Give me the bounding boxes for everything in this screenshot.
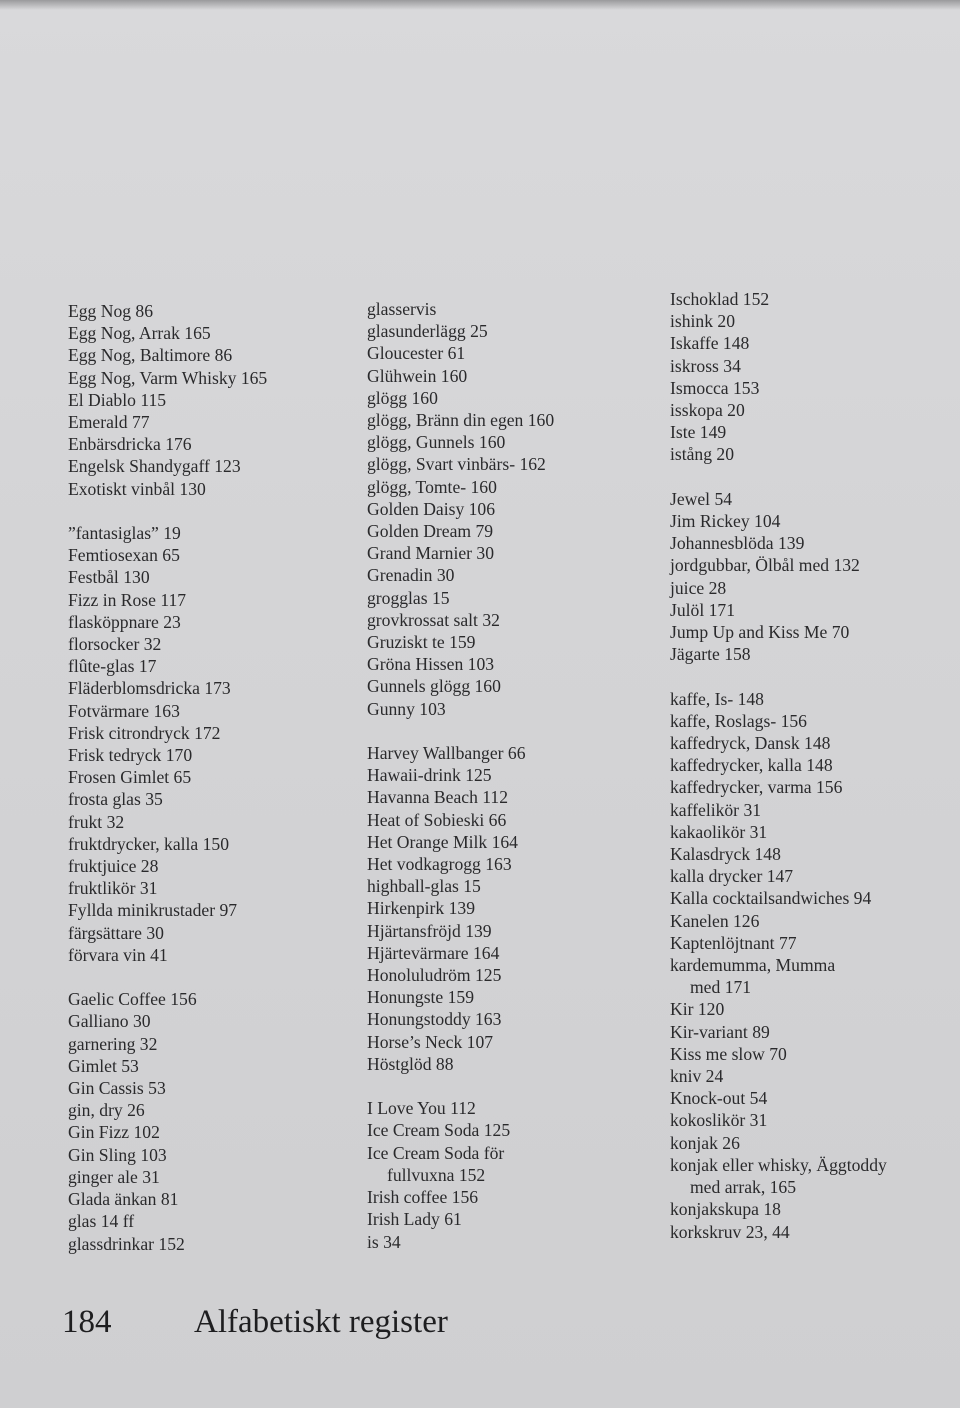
index-entry: Irish Lady 61 — [367, 1209, 462, 1230]
index-entry: Kalla cocktailsandwiches 94 — [670, 888, 872, 909]
index-entry: frukt 32 — [68, 811, 125, 832]
index-entry: Egg Nog, Arrak 165 — [68, 323, 211, 344]
index-entry: korkskruv 23, 44 — [670, 1221, 790, 1242]
index-entry: fullvuxna 152 — [387, 1164, 486, 1185]
index-entry: Jump Up and Kiss Me 70 — [670, 622, 850, 643]
index-entry: Jim Rickey 104 — [670, 511, 781, 532]
index-entry: Harvey Wallbanger 66 — [367, 743, 526, 764]
index-entry: Havanna Beach 112 — [367, 787, 509, 808]
index-column-3 — [670, 288, 955, 1243]
index-entry: kokoslikör 31 — [670, 1110, 768, 1131]
index-entry: Hjärtevärmare 164 — [367, 942, 500, 963]
index-entry: Fläderblomsdricka 173 — [68, 678, 231, 699]
index-entry: Horse’s Neck 107 — [367, 1031, 494, 1052]
section-gap — [367, 720, 657, 742]
index-entry: kaffe, Is- 148 — [670, 688, 764, 709]
section-gap — [670, 665, 955, 687]
index-entry: Kir 120 — [670, 999, 725, 1020]
index-entry: glögg, Svart vinbärs- 162 — [367, 454, 546, 475]
index-entry: Gin Cassis 53 — [68, 1078, 166, 1099]
index-entry: Glada änkan 81 — [68, 1189, 179, 1210]
index-entry: Honoluludröm 125 — [367, 965, 502, 986]
index-entry: Kanelen 126 — [670, 910, 760, 931]
index-entry: glögg 160 — [367, 387, 438, 408]
index-entry: glassdrinkar 152 — [68, 1233, 185, 1254]
index-entry: flûte-glas 17 — [68, 656, 157, 677]
index-entry: Fizz in Rose 117 — [68, 589, 187, 610]
section-gap — [367, 1075, 657, 1097]
page-number: 184 — [62, 1304, 112, 1340]
index-entry: juice 28 — [670, 577, 727, 598]
page-top-edge-shadow — [0, 0, 960, 10]
index-entry: frosta glas 35 — [68, 789, 163, 810]
index-entry: glasunderlägg 25 — [367, 321, 488, 342]
index-entry: glögg, Bränn din egen 160 — [367, 410, 555, 431]
index-entry: gin, dry 26 — [68, 1100, 145, 1121]
index-entry: kakaolikör 31 — [670, 821, 768, 842]
index-entry: Frisk tedryck 170 — [68, 745, 193, 766]
index-entry: Honungstoddy 163 — [367, 1009, 502, 1030]
index-entry: Galliano 30 — [68, 1011, 151, 1032]
index-entry: glögg, Gunnels 160 — [367, 432, 506, 453]
index-column-1 — [68, 300, 358, 1255]
index-entry: Hirkenpirk 139 — [367, 898, 475, 919]
index-entry: Ismocca 153 — [670, 377, 760, 398]
running-title: Alfabetiskt register — [194, 1304, 448, 1340]
index-entry: Frisk citrondryck 172 — [68, 722, 221, 743]
index-entry: Jewel 54 — [670, 488, 733, 509]
index-entry: Iste 149 — [670, 422, 727, 443]
index-entry: Ice Cream Soda 125 — [367, 1120, 511, 1141]
index-entry: Fyllda minikrustader 97 — [68, 900, 238, 921]
index-entry: Frosen Gimlet 65 — [68, 767, 192, 788]
index-entry: grovkrossat salt 32 — [367, 609, 500, 630]
index-entry: Ice Cream Soda för — [367, 1142, 505, 1163]
index-entry: Gimlet 53 — [68, 1055, 139, 1076]
index-entry: Ischoklad 152 — [670, 289, 770, 309]
index-entry: Honungste 159 — [367, 987, 475, 1008]
section-gap — [68, 966, 358, 988]
index-entry: konjakskupa 18 — [670, 1199, 781, 1220]
index-entry: Gruziskt te 159 — [367, 632, 476, 653]
index-entry: Enbärsdricka 176 — [68, 434, 192, 455]
index-entry: Kalasdryck 148 — [670, 844, 781, 865]
index-entry: Gloucester 61 — [367, 343, 466, 364]
index-entry: Knock-out 54 — [670, 1088, 768, 1109]
index-entry: Glühwein 160 — [367, 365, 468, 386]
index-entry: is 34 — [367, 1231, 401, 1252]
index-entry: Het vodkagrogg 163 — [367, 854, 512, 875]
index-entry: med arrak, 165 — [690, 1177, 797, 1198]
index-entry: kalla drycker 147 — [670, 866, 794, 887]
index-entry: ”fantasiglas” 19 — [68, 523, 181, 544]
index-entry: Gaelic Coffee 156 — [68, 989, 197, 1010]
index-entry: Gröna Hissen 103 — [367, 654, 495, 675]
index-entry: jordgubbar, Ölbål med 132 — [670, 555, 860, 576]
section-gap — [670, 466, 955, 488]
index-entry: Gunnels glögg 160 — [367, 676, 501, 697]
index-entry: fruktlikör 31 — [68, 878, 158, 899]
index-entry: förvara vin 41 — [68, 944, 168, 965]
index-entry: Fotvärmare 163 — [68, 700, 180, 721]
index-entry: Gin Fizz 102 — [68, 1122, 160, 1143]
index-entry: I Love You 112 — [367, 1098, 476, 1119]
index-entry: Egg Nog, Varm Whisky 165 — [68, 367, 268, 388]
index-entry: Egg Nog, Baltimore 86 — [68, 345, 233, 366]
index-entry: kaffedrycker, kalla 148 — [670, 755, 833, 776]
index-entry: Het Orange Milk 164 — [367, 831, 518, 852]
index-entry: konjak 26 — [670, 1132, 740, 1153]
index-entry: ginger ale 31 — [68, 1166, 160, 1187]
index-entry: Jägarte 158 — [670, 644, 751, 665]
index-entry: Kiss me slow 70 — [670, 1043, 787, 1064]
index-entry: Hawaii-drink 125 — [367, 765, 492, 786]
index-entry: fruktjuice 28 — [68, 856, 159, 877]
index-entry: highball-glas 15 — [367, 876, 481, 897]
index-entry: fruktdrycker, kalla 150 — [68, 833, 229, 854]
index-entry: kniv 24 — [670, 1066, 724, 1087]
index-entry: glasservis — [367, 299, 437, 319]
index-entry: Grand Marnier 30 — [367, 543, 495, 564]
index-entry: färgsättare 30 — [68, 922, 164, 943]
index-entry: grogglas 15 — [367, 587, 450, 608]
index-entry: Gunny 103 — [367, 698, 446, 719]
index-entry: kaffe, Roslags- 156 — [670, 710, 807, 731]
index-entry: Emerald 77 — [68, 412, 150, 433]
index-entry: Heat of Sobieski 66 — [367, 809, 507, 830]
index-entry: florsocker 32 — [68, 634, 162, 655]
index-entry: Egg Nog 86 — [68, 301, 154, 321]
index-entry: istång 20 — [670, 444, 735, 465]
index-entry: isskopa 20 — [670, 400, 745, 421]
index-entry: Festbål 130 — [68, 567, 150, 588]
index-entry: Grenadin 30 — [367, 565, 455, 586]
index-entry: glas 14 ff — [68, 1211, 135, 1232]
index-entry: Femtiosexan 65 — [68, 545, 180, 566]
index-entry: med 171 — [690, 977, 752, 998]
index-entry: Golden Dream 79 — [367, 521, 494, 542]
index-entry: konjak eller whisky, Äggtoddy — [670, 1154, 887, 1175]
index-entry: Kir-variant 89 — [670, 1021, 770, 1042]
index-entry: kaffelikör 31 — [670, 799, 762, 820]
index-entry: Engelsk Shandygaff 123 — [68, 456, 241, 477]
index-entry: Julöl 171 — [670, 599, 736, 620]
index-entry: Exotiskt vinbål 130 — [68, 478, 206, 499]
index-entry: kaffedryck, Dansk 148 — [670, 733, 831, 754]
index-entry: Hjärtansfröjd 139 — [367, 920, 492, 941]
section-gap — [68, 500, 358, 522]
index-entry: garnering 32 — [68, 1033, 158, 1054]
index-entry: iskross 34 — [670, 355, 741, 376]
index-entry: kardemumma, Mumma — [670, 955, 836, 976]
index-entry: ishink 20 — [670, 311, 736, 332]
index-column-2 — [367, 298, 657, 1253]
index-entry: glögg, Tomte- 160 — [367, 476, 497, 497]
index-entry: Johannesblöda 139 — [670, 533, 805, 554]
index-entry: flasköppnare 23 — [68, 611, 181, 632]
index-entry: Golden Daisy 106 — [367, 498, 496, 519]
index-entry: Kaptenlöjtnant 77 — [670, 932, 797, 953]
index-entry: Irish coffee 156 — [367, 1187, 479, 1208]
index-entry: Gin Sling 103 — [68, 1144, 167, 1165]
index-entry: Höstglöd 88 — [367, 1053, 454, 1074]
index-entry: El Diablo 115 — [68, 389, 167, 410]
index-entry: Iskaffe 148 — [670, 333, 750, 354]
index-entry: kaffedrycker, varma 156 — [670, 777, 843, 798]
